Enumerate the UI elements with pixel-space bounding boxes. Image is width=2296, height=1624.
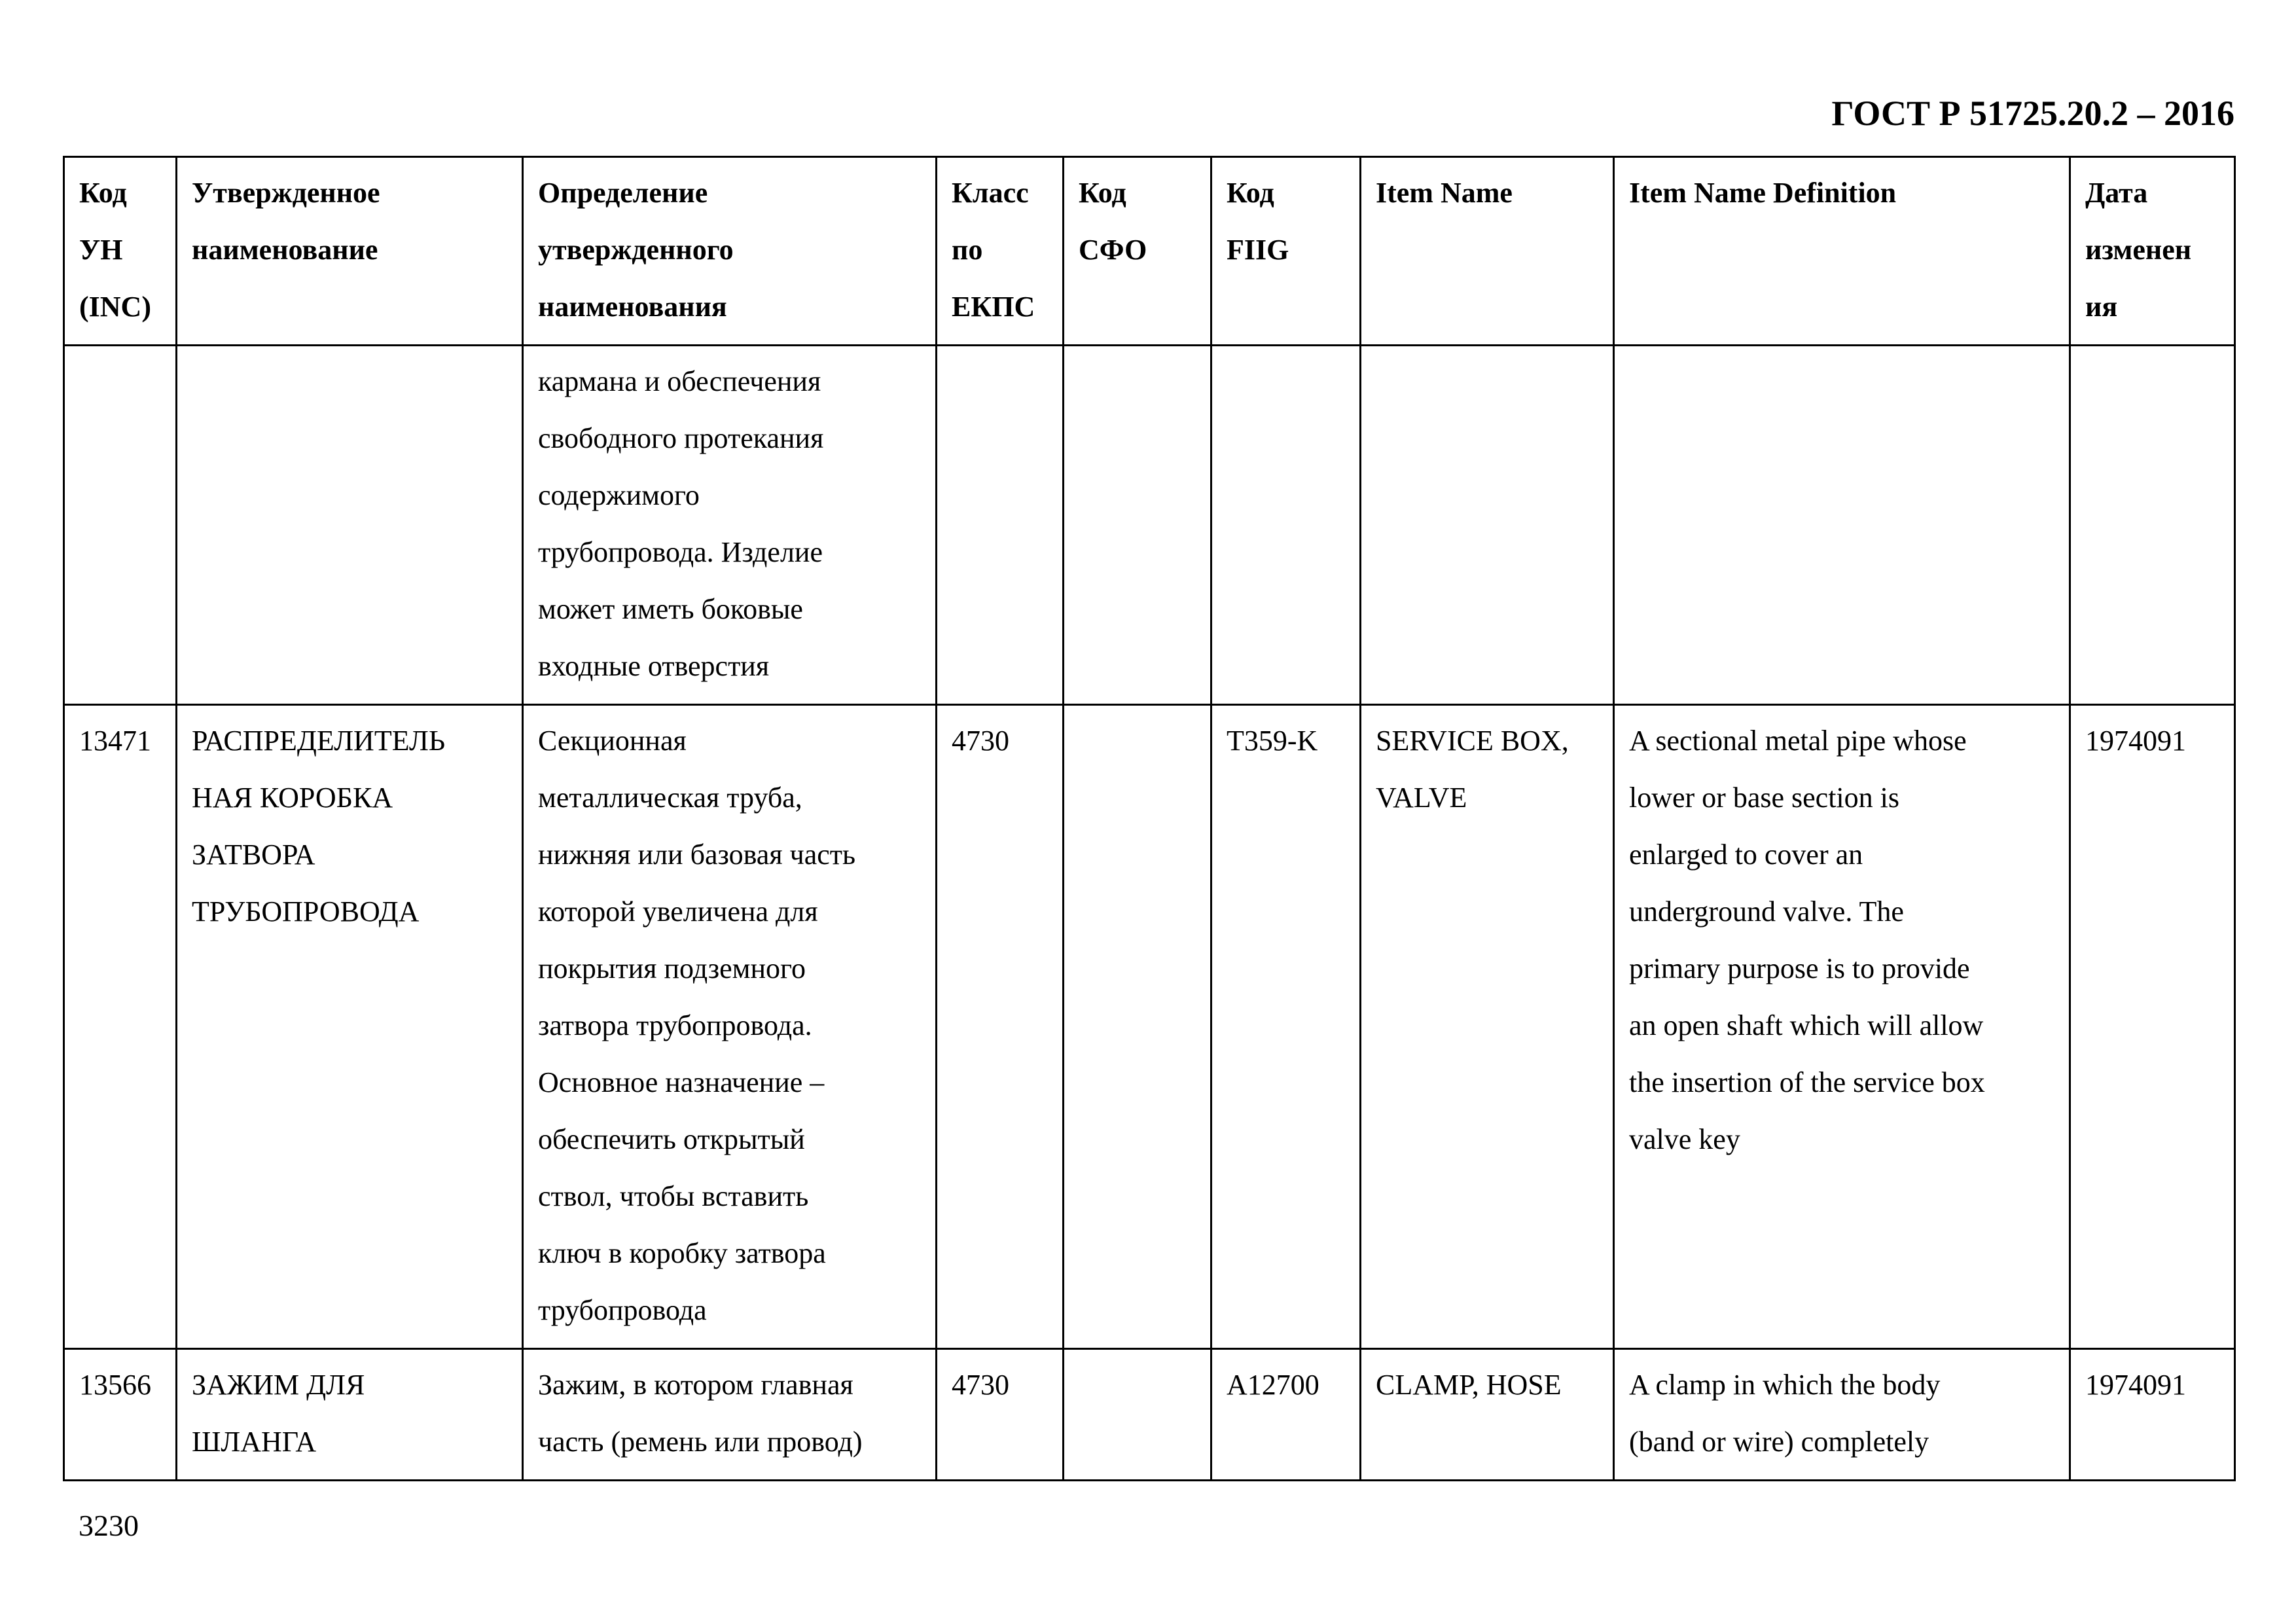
cell-approved-name [177, 346, 523, 705]
table-row [64, 1349, 2235, 1481]
cell-text-line: VALVE [1376, 782, 1467, 814]
column-header-ekps-class [937, 157, 1064, 346]
cell-text-line: ТРУБОПРОВОДА [192, 895, 420, 928]
cell-text-line: 4730 [952, 1369, 1009, 1401]
cell-text-line: (INC) [79, 291, 151, 323]
cell-text-line: кармана и обеспечения [538, 365, 821, 397]
cell-item-name [1361, 705, 1614, 1349]
cell-text-line: CLAMP, HOSE [1376, 1369, 1562, 1401]
cell-text-line: изменен [2085, 234, 2192, 266]
cell-text-line: наименования [538, 291, 727, 323]
cell-approved-name-definition [523, 705, 937, 1349]
cell-text-line: SERVICE BOX, [1376, 725, 1569, 757]
cell-ekps-class [937, 705, 1064, 1349]
cell-change-date [2070, 705, 2235, 1349]
cell-text-line: Код [1227, 177, 1274, 209]
cell-text-line: Секционная [538, 725, 687, 757]
cell-text-line: свободного протекания [538, 422, 824, 454]
cell-text-line: A clamp in which the body [1629, 1369, 1941, 1401]
cell-text-line: primary purpose is to provide [1629, 952, 1970, 984]
cell-approved-name-definition [523, 1349, 937, 1481]
cell-text-line: Item Name [1376, 177, 1513, 209]
column-header-inc-code [64, 157, 177, 346]
cell-text-line: РАСПРЕДЕЛИТЕЛЬ [192, 725, 446, 757]
cell-inc-code [64, 346, 177, 705]
cell-text-line: Определение [538, 177, 708, 209]
column-header-item-name [1361, 157, 1614, 346]
cell-item-name-definition [1614, 1349, 2070, 1481]
document-standard-header: ГОСТ Р 51725.20.2 – 2016 [1831, 94, 2234, 133]
column-header-item-name-definition [1614, 157, 2070, 346]
cell-text-line: нижняя или базовая часть [538, 839, 856, 871]
cell-text-line: ШЛАНГА [192, 1426, 317, 1458]
cell-text-line: T359-K [1227, 725, 1318, 757]
cell-text-line: Дата [2085, 177, 2148, 209]
cell-text-line: покрытия подземного [538, 952, 806, 984]
cell-text-line: 4730 [952, 725, 1009, 757]
cell-text-line: enlarged to cover an [1629, 839, 1863, 871]
cell-text-line: ЗАЖИМ ДЛЯ [192, 1369, 365, 1401]
cell-text-line: ключ в коробку затвора [538, 1237, 826, 1269]
cell-text-line: может иметь боковые [538, 593, 803, 625]
cell-text-line: Класс [952, 177, 1029, 209]
cell-text-line: ЗАТВОРА [192, 839, 315, 871]
cell-text-line: Зажим, в котором главная [538, 1369, 853, 1401]
cell-text-line: СФО [1079, 234, 1147, 266]
cell-text-line: 1974091 [2085, 725, 2186, 757]
cell-text-line: Код [1079, 177, 1126, 209]
cell-ekps-class [937, 346, 1064, 705]
column-header-approved-name [177, 157, 523, 346]
cell-item-name [1361, 1349, 1614, 1481]
cell-text-line: (band or wire) completely [1629, 1426, 1929, 1458]
cell-text-line: утвержденного [538, 234, 734, 266]
cell-text-line: часть (ремень или провод) [538, 1426, 863, 1458]
cell-text-line: металлическая труба, [538, 782, 802, 814]
cell-approved-name [177, 705, 523, 1349]
cell-change-date [2070, 346, 2235, 705]
cell-ekps-class [937, 1349, 1064, 1481]
cell-text-line: A sectional metal pipe whose [1629, 725, 1967, 757]
cell-text-line: наименование [192, 234, 378, 266]
cell-text-line: Основное назначение – [538, 1066, 825, 1098]
classification-table [63, 156, 2236, 1481]
cell-item-name-definition [1614, 346, 2070, 705]
cell-text-line: ЕКПС [952, 291, 1035, 323]
cell-text-line: underground valve. The [1629, 895, 1904, 928]
page-number: 3230 [79, 1509, 139, 1542]
cell-text-line: содержимого [538, 479, 700, 511]
cell-item-name-definition [1614, 705, 2070, 1349]
cell-approved-name-definition [523, 346, 937, 705]
cell-sfo-code [1064, 1349, 1211, 1481]
cell-text-line: A12700 [1227, 1369, 1319, 1401]
cell-sfo-code [1064, 705, 1211, 1349]
cell-text-line: Утвержденное [192, 177, 380, 209]
cell-text-line: которой увеличена для [538, 895, 818, 928]
column-header-change-date [2070, 157, 2235, 346]
cell-text-line: valve key [1629, 1123, 1740, 1155]
cell-approved-name [177, 1349, 523, 1481]
cell-text-line: НАЯ КОРОБКА [192, 782, 393, 814]
cell-text-line: Код [79, 177, 127, 209]
cell-text-line: ия [2085, 291, 2118, 323]
cell-text-line: 13566 [79, 1369, 151, 1401]
cell-text-line: затвора трубопровода. [538, 1009, 812, 1041]
cell-fiig-code [1211, 705, 1361, 1349]
cell-fiig-code [1211, 1349, 1361, 1481]
cell-text-line: lower or base section is [1629, 782, 1899, 814]
cell-fiig-code [1211, 346, 1361, 705]
table-row [64, 705, 2235, 1349]
cell-text-line: 1974091 [2085, 1369, 2186, 1401]
cell-text-line: an open shaft which will allow [1629, 1009, 1984, 1041]
cell-text-line: по [952, 234, 983, 266]
column-header-fiig-code [1211, 157, 1361, 346]
cell-text-line: 13471 [79, 725, 151, 757]
cell-sfo-code [1064, 346, 1211, 705]
table-row [64, 346, 2235, 705]
column-header-sfo-code [1064, 157, 1211, 346]
cell-text-line: Item Name Definition [1629, 177, 1897, 209]
cell-text-line: УН [79, 234, 123, 266]
cell-change-date [2070, 1349, 2235, 1481]
table-header-row [64, 157, 2235, 346]
column-header-approved-name-definition [523, 157, 937, 346]
cell-item-name [1361, 346, 1614, 705]
cell-text-line: the insertion of the service box [1629, 1066, 1985, 1098]
cell-text-line: входные отверстия [538, 650, 770, 682]
cell-text-line: трубопровода [538, 1294, 707, 1326]
cell-text-line: FIIG [1227, 234, 1289, 266]
cell-text-line: обеспечить открытый [538, 1123, 805, 1155]
cell-text-line: ствол, чтобы вставить [538, 1180, 809, 1212]
cell-inc-code [64, 705, 177, 1349]
cell-inc-code [64, 1349, 177, 1481]
cell-text-line: трубопровода. Изделие [538, 536, 823, 568]
